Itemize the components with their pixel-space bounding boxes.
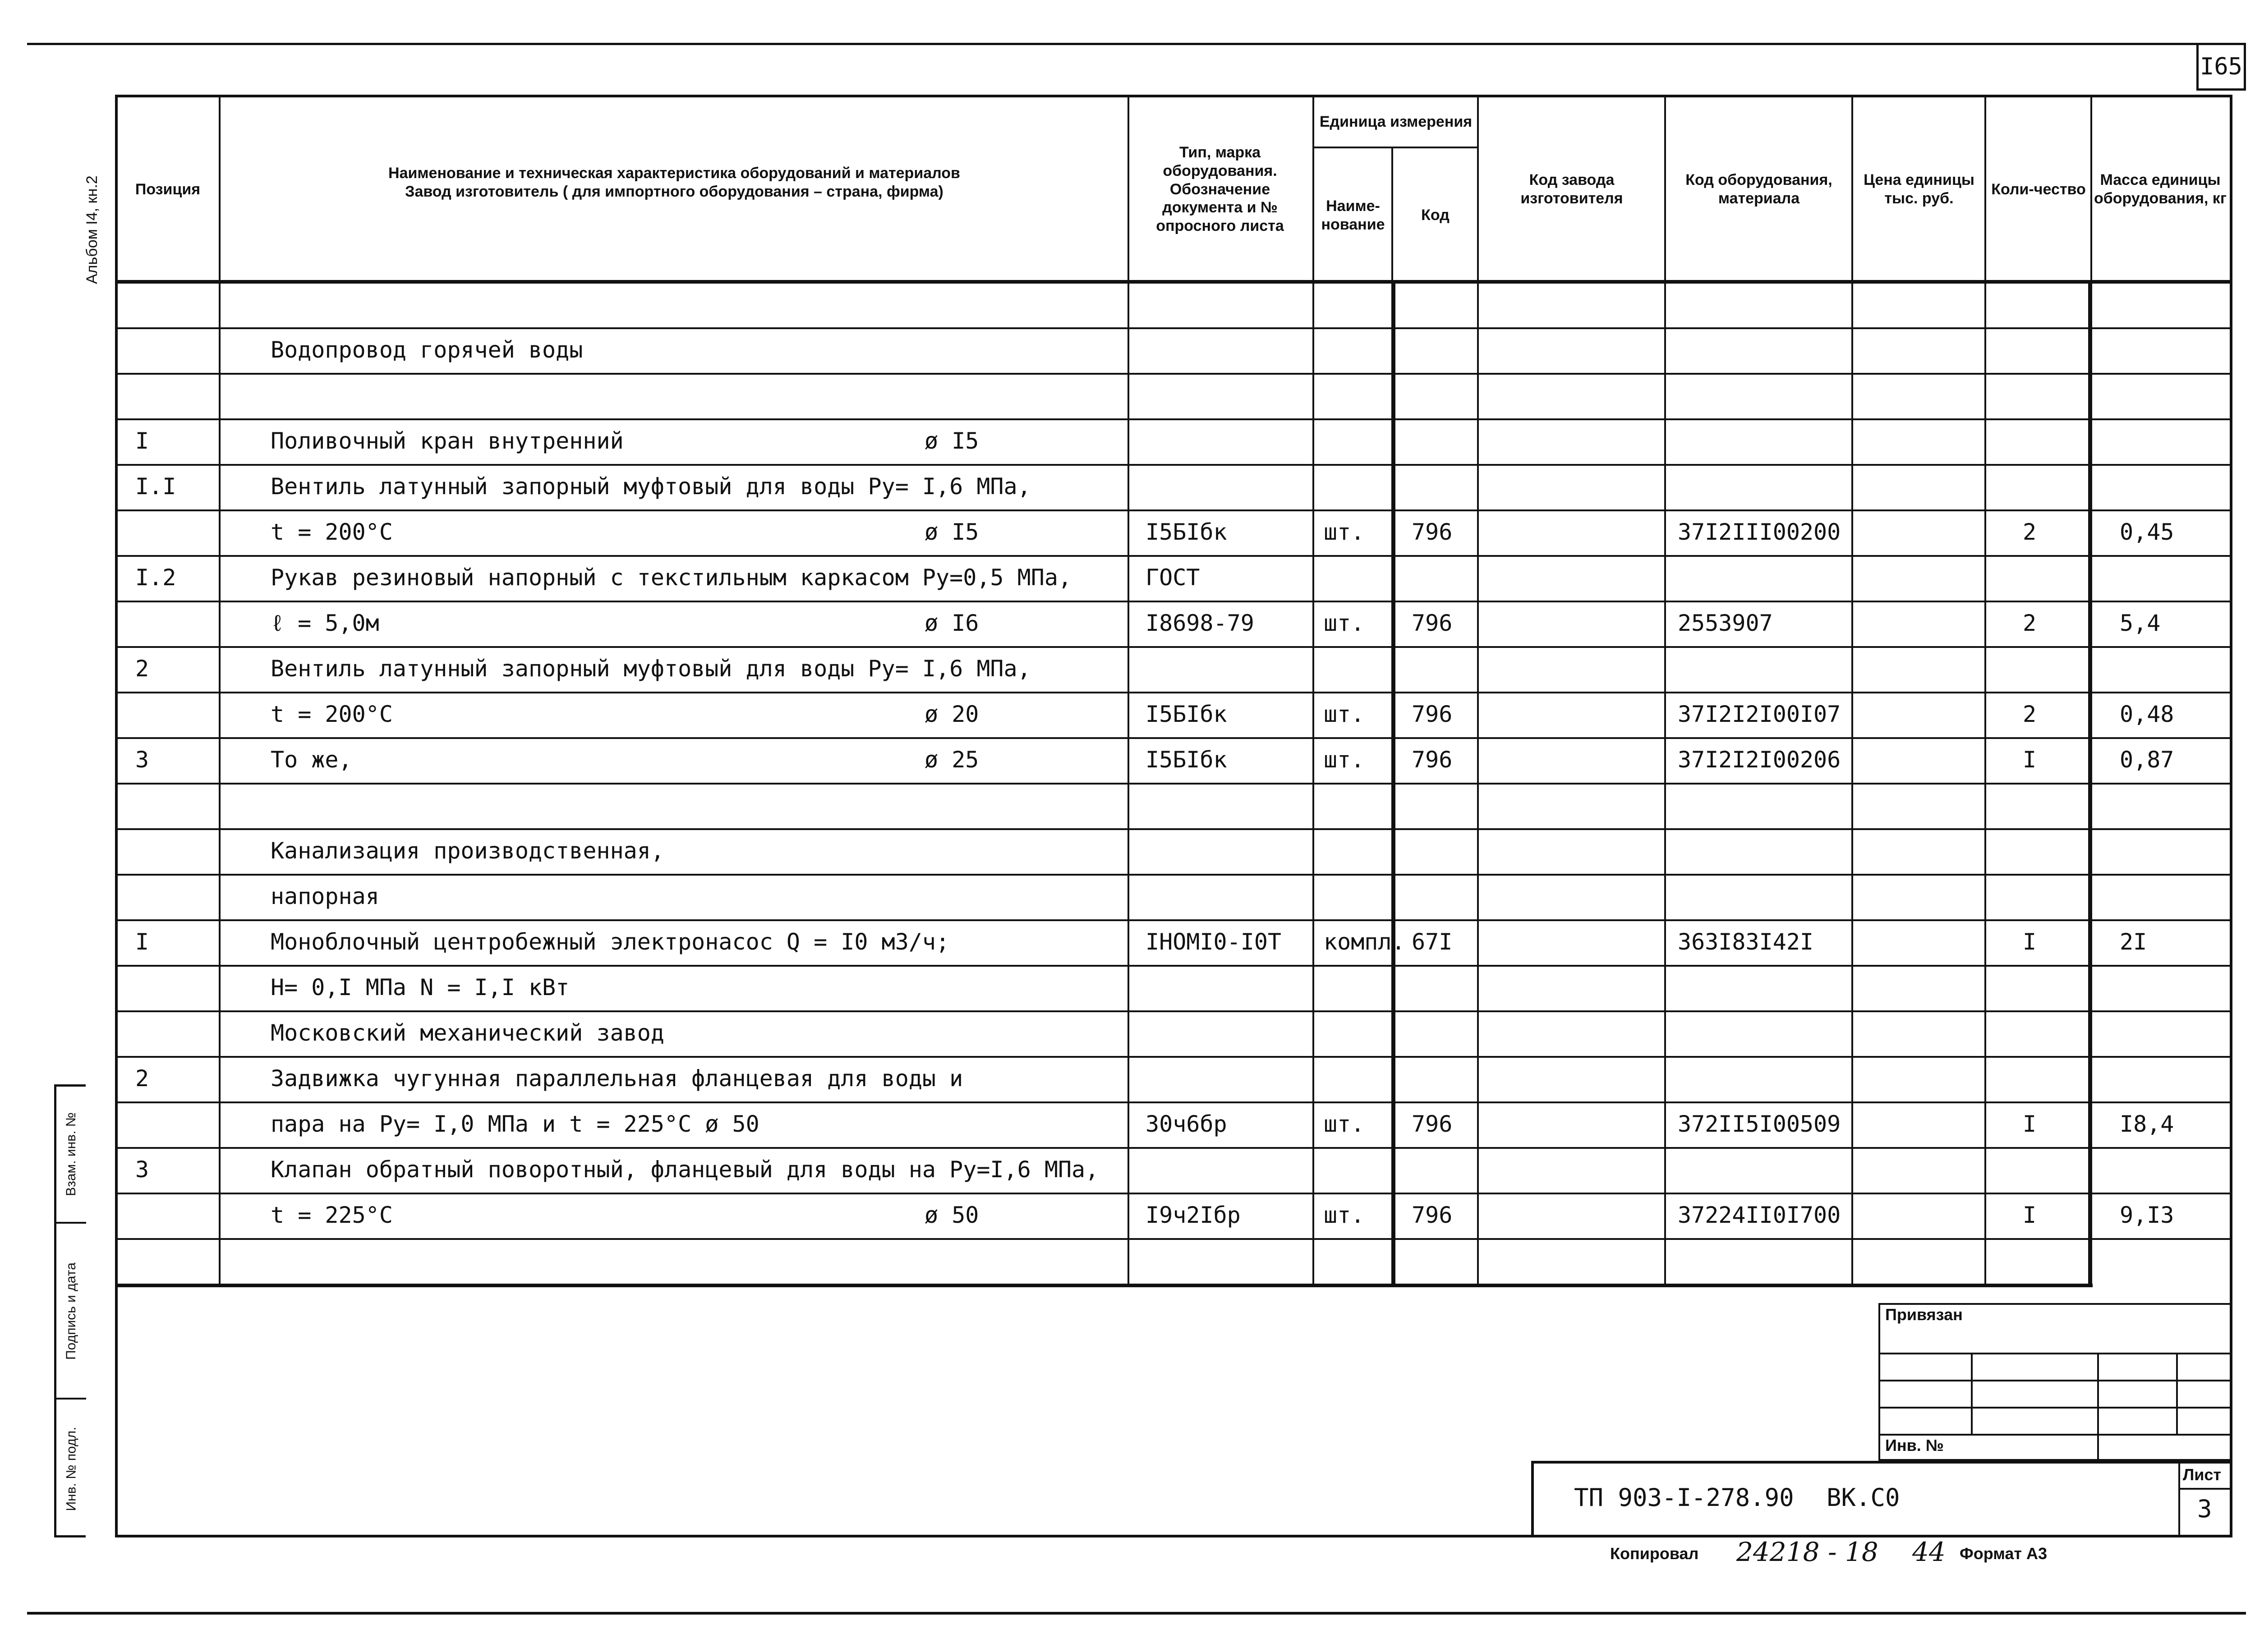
cell-qty: I xyxy=(2023,1111,2037,1137)
cell-name: Задвижка чугунная параллельная фланцевая для воды и xyxy=(271,1065,963,1092)
cell-name: t = 200°C xyxy=(271,519,393,545)
header-unit-name: Наиме-нование xyxy=(1321,197,1385,233)
cell-type: I5БIбк xyxy=(1146,701,1227,727)
format-label: Формат А3 xyxy=(1960,1544,2048,1563)
cell-name: Рукав резиновый напорный с текстильным каркасом Ру=0,5 МПа, xyxy=(271,564,1072,591)
title-block-divider xyxy=(2178,1461,2180,1537)
header-factory: Код завода изготовителя xyxy=(1520,171,1623,207)
header-type: Тип, марка оборудования. Обозначение документа и № опросного листа xyxy=(1156,144,1284,235)
cell-type: IНОМI0-I0Т xyxy=(1146,929,1282,955)
cell-diameter: ø I6 xyxy=(925,610,979,636)
cell-equip-code: 2553907 xyxy=(1678,610,1773,636)
stamp-line xyxy=(1878,1434,2232,1436)
table-bottom-border xyxy=(115,1284,2093,1287)
cell-name: Вентиль латунный запорный муфтовый для воды Ру= I,6 МПа, xyxy=(271,473,1031,500)
cell-mass: I8,4 xyxy=(2120,1111,2174,1137)
cell-unit-code: 796 xyxy=(1412,747,1453,773)
header-position: Позиция xyxy=(135,180,201,198)
cell-diameter: ø I5 xyxy=(925,519,979,545)
cell-type: 30ч6бр xyxy=(1146,1111,1227,1137)
cell-mass: 0,48 xyxy=(2120,701,2174,727)
header-equip-code: Код оборудования, материала xyxy=(1685,171,1832,207)
stamp-inv-no: Инв. № xyxy=(1885,1436,1944,1455)
sheet-number: 3 xyxy=(2197,1495,2212,1523)
cell-mass: 0,87 xyxy=(2120,747,2174,773)
cell-type: I5БIбк xyxy=(1146,747,1227,773)
cell-position: 3 xyxy=(135,747,149,773)
column-divider xyxy=(1477,97,1479,1284)
cell-equip-code: 37I2III00200 xyxy=(1678,519,1841,545)
cell-name: пара на Ру= I,0 МПа и t = 225°C ø 50 xyxy=(271,1111,759,1137)
cell-position: I.2 xyxy=(135,564,176,591)
copied-label: Копировал xyxy=(1610,1544,1699,1563)
cell-name: Канализация производственная, xyxy=(271,838,664,864)
cell-diameter: ø 50 xyxy=(925,1202,979,1228)
stamp-vline xyxy=(2176,1353,2178,1434)
podpis-label: Подпись и дата xyxy=(64,1262,78,1360)
cell-name: напорная xyxy=(271,883,379,909)
cell-name: Поливочный кран внутренний xyxy=(271,428,624,454)
cell-name: Моноблочный центробежный электронасос Q = I0 м3/ч; xyxy=(271,929,950,955)
cell-qty: 2 xyxy=(2023,519,2037,545)
cell-equip-code: 37I2I2I00206 xyxy=(1678,747,1841,773)
cell-diameter: ø I5 xyxy=(925,428,979,454)
cell-mass: 2I xyxy=(2120,929,2147,955)
cell-unit: шт. xyxy=(1324,747,1365,773)
header-price: Цена единицы тыс. руб. xyxy=(1864,171,1974,207)
cell-mass: 0,45 xyxy=(2120,519,2174,545)
cell-equip-code: 37224II0I700 xyxy=(1678,1202,1841,1228)
cell-type: ГОСТ xyxy=(1146,564,1200,591)
row-divider xyxy=(115,783,2230,785)
title-block-divider xyxy=(2178,1488,2232,1490)
stamp-line xyxy=(1878,1407,2232,1409)
header-mass: Масса единицы оборудования, кг xyxy=(2094,171,2227,207)
cell-type: I8698-79 xyxy=(1146,610,1254,636)
cell-position: 2 xyxy=(135,656,149,682)
cell-unit: шт. xyxy=(1324,1202,1365,1228)
cell-unit: шт. xyxy=(1324,1111,1365,1137)
cell-unit: шт. xyxy=(1324,519,1365,545)
header-unit: Единица измерения xyxy=(1319,113,1473,130)
stamp-vline xyxy=(2097,1353,2099,1461)
unit-header-divider xyxy=(1312,147,1477,148)
cell-mass: 9,I3 xyxy=(2120,1202,2174,1228)
column-divider xyxy=(1851,97,1853,1284)
cell-position: 3 xyxy=(135,1156,149,1183)
cell-name: t = 225°C xyxy=(271,1202,393,1228)
stamp-privyazan: Привязан xyxy=(1885,1305,1963,1324)
page-number: I65 xyxy=(2196,43,2246,91)
column-divider xyxy=(1312,97,1314,1284)
cell-diameter: ø 25 xyxy=(925,747,979,773)
stamp-line xyxy=(1878,1380,2232,1381)
cell-name: ℓ = 5,0м xyxy=(271,610,379,636)
left-signature-strip xyxy=(54,1084,86,1537)
cell-qty: I xyxy=(2023,929,2037,955)
cell-unit: шт. xyxy=(1324,701,1365,727)
stamp-vline xyxy=(1971,1353,1973,1434)
column-divider xyxy=(1984,97,1986,1284)
cell-unit-code: 796 xyxy=(1412,701,1453,727)
cell-name: Московский механический завод xyxy=(271,1020,664,1046)
cell-unit-code: 67I xyxy=(1412,929,1453,955)
bottom-border-line xyxy=(27,1612,2246,1615)
cell-equip-code: 363I83I42I xyxy=(1678,929,1814,955)
cell-unit-code: 796 xyxy=(1412,1202,1453,1228)
sheet-label: Лист xyxy=(2183,1465,2222,1484)
column-divider xyxy=(219,97,221,1284)
vzam-label: Взам. инв. № xyxy=(64,1112,79,1196)
cell-name: Н= 0,I МПа N = I,I кВт xyxy=(271,974,570,1000)
cell-name: Водопровод горячей воды xyxy=(271,337,583,363)
cell-qty: 2 xyxy=(2023,701,2037,727)
cell-equip-code: 37I2I2I00I07 xyxy=(1678,701,1841,727)
cell-unit-code: 796 xyxy=(1412,1111,1453,1137)
cell-position: I xyxy=(135,428,149,454)
cell-position: 2 xyxy=(135,1065,149,1092)
inv-label: Инв. № подл. xyxy=(64,1427,78,1511)
header-name-line1: Наименование и техническая характеристика оборудований и материалов xyxy=(388,165,960,182)
cell-type: I9ч2Iбр xyxy=(1146,1202,1241,1228)
cell-name: Клапан обратный поворотный, фланцевый для воды на Ру=I,6 МПа, xyxy=(271,1156,1099,1183)
row-divider xyxy=(115,373,2230,375)
header-name-line2: Завод изготовитель ( для импортного оборудования – страна, фирма) xyxy=(405,183,943,200)
strip-divider xyxy=(56,1398,86,1400)
cell-equip-code: 372II5I00509 xyxy=(1678,1111,1841,1137)
cell-position: I xyxy=(135,929,149,955)
stamp-line xyxy=(1878,1353,2232,1354)
doc-code: ТП 903-I-278.90 xyxy=(1574,1483,1794,1512)
cell-mass: 5,4 xyxy=(2120,610,2161,636)
cell-qty: I xyxy=(2023,1202,2037,1228)
strip-divider xyxy=(56,1222,86,1224)
row-divider xyxy=(115,874,2230,876)
header-name xyxy=(221,97,1128,268)
row-divider xyxy=(115,1238,2230,1240)
cell-qty: 2 xyxy=(2023,610,2037,636)
header-unit-code: Код xyxy=(1421,206,1450,224)
cell-unit-code: 796 xyxy=(1412,519,1453,545)
handwritten-initials: 44 xyxy=(1912,1537,1946,1567)
album-label: Альбом I4, кн.2 xyxy=(83,175,101,284)
cell-type: I5БIбк xyxy=(1146,519,1227,545)
doc-section: ВК.С0 xyxy=(1827,1483,1900,1512)
cell-qty: I xyxy=(2023,747,2037,773)
cell-name: t = 200°C xyxy=(271,701,393,727)
podpis-cell xyxy=(56,1224,86,1398)
cell-unit-code: 796 xyxy=(1412,610,1453,636)
column-divider xyxy=(1664,97,1666,1284)
header-qty: Коли-чество xyxy=(1991,180,2086,198)
cell-position: I.I xyxy=(135,473,176,500)
handwritten-number: 24218 - 18 xyxy=(1736,1537,1878,1567)
cell-unit: шт. xyxy=(1324,610,1365,636)
vzam-cell xyxy=(56,1087,86,1222)
cell-name: Вентиль латунный запорный муфтовый для воды Ру= I,6 МПа, xyxy=(271,656,1031,682)
inv-cell xyxy=(56,1400,86,1537)
column-divider xyxy=(1128,97,1129,1284)
top-border-line xyxy=(27,43,2246,45)
cell-diameter: ø 20 xyxy=(925,701,979,727)
cell-name: То же, xyxy=(271,747,352,773)
cell-unit: компл. xyxy=(1324,929,1405,955)
